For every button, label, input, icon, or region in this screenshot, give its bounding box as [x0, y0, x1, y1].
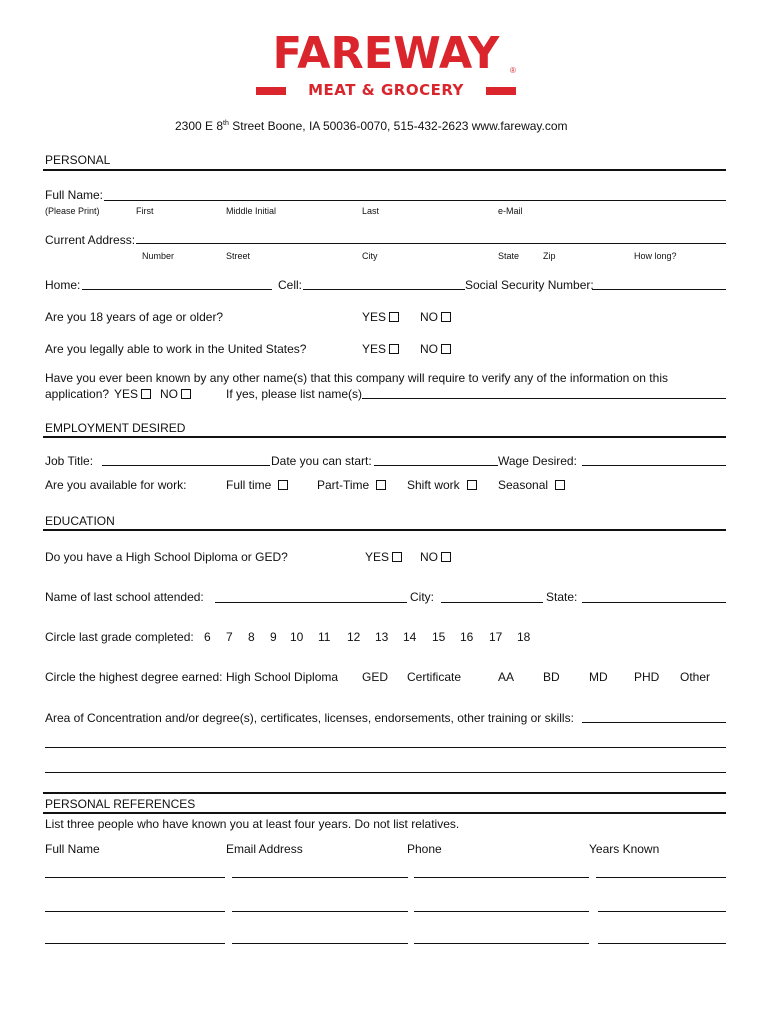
ref-email-field[interactable]	[232, 943, 408, 944]
degree-option[interactable]: MD	[589, 670, 608, 684]
school-city-label: City:	[410, 590, 434, 604]
checkbox[interactable]	[181, 389, 191, 399]
current-address-label: Current Address:	[45, 233, 136, 247]
degree-option[interactable]: GED	[362, 670, 389, 684]
checkbox[interactable]	[467, 480, 477, 490]
checkbox[interactable]	[441, 344, 451, 354]
ref-years-field[interactable]	[596, 877, 726, 878]
no-label: NO	[160, 387, 178, 401]
middle-initial-hint: Middle Initial	[226, 206, 277, 216]
age-question: Are you 18 years of age or older?	[45, 310, 224, 324]
other-names-no-option[interactable]	[160, 387, 191, 401]
checkbox[interactable]	[392, 552, 402, 562]
first-name-hint: First	[136, 206, 154, 216]
checkbox[interactable]	[441, 552, 451, 562]
job-title-label: Job Title:	[45, 454, 94, 468]
checkbox[interactable]	[389, 312, 399, 322]
logo-bar-right	[486, 87, 516, 95]
company-address	[175, 117, 568, 133]
wage-label: Wage Desired:	[498, 454, 577, 468]
ref-col-email: Email Address	[226, 842, 303, 856]
concentration-field[interactable]	[582, 722, 726, 723]
school-city-field[interactable]	[441, 602, 543, 603]
full-name-label: Full Name:	[45, 188, 104, 202]
diploma-question: Do you have a High School Diploma or GED?	[45, 550, 288, 564]
zip-hint: Zip	[543, 251, 556, 261]
ref-years-field[interactable]	[598, 911, 726, 912]
city-hint: City	[362, 251, 378, 261]
grade-option[interactable]: 6	[204, 630, 211, 644]
state-hint: State	[498, 251, 520, 261]
grade-option[interactable]: 7	[226, 630, 233, 644]
legal-no-option[interactable]	[420, 342, 451, 356]
ref-phone-field[interactable]	[414, 911, 589, 912]
age-no-option[interactable]	[420, 310, 451, 324]
concentration-field-line[interactable]	[45, 772, 726, 773]
ssn-field[interactable]	[592, 289, 726, 290]
degree-option[interactable]: AA	[498, 670, 515, 684]
last-school-label: Name of last school attended:	[45, 590, 204, 604]
degree-option[interactable]: Other	[680, 670, 711, 684]
shift-work-label: Shift work	[407, 478, 460, 492]
section-heading-references: PERSONAL REFERENCES	[45, 797, 196, 811]
grade-label: Circle last grade completed:	[45, 630, 194, 644]
last-name-hint: Last	[362, 206, 380, 216]
logo-bar-left	[256, 87, 286, 95]
home-phone-label: Home:	[45, 278, 81, 292]
grade-option[interactable]: 10	[290, 630, 304, 644]
degree-label: Circle the highest degree earned:	[45, 670, 223, 684]
age-yes-option[interactable]	[362, 310, 399, 324]
grade-option[interactable]: 11	[318, 630, 331, 644]
part-time-option[interactable]	[317, 478, 386, 492]
degree-option[interactable]: BD	[543, 670, 560, 684]
grade-option[interactable]: 14	[403, 630, 417, 644]
home-phone-field[interactable]	[82, 289, 272, 290]
concentration-label: Area of Concentration and/or degree(s), certificates, licenses, endorsements, other training or skills:	[45, 711, 574, 725]
school-state-label: State:	[546, 590, 578, 604]
ref-name-field[interactable]	[45, 943, 225, 944]
degree-option[interactable]: High School Diploma	[226, 670, 339, 684]
grade-option[interactable]: 16	[460, 630, 474, 644]
seasonal-label: Seasonal	[498, 478, 549, 492]
start-date-field[interactable]	[374, 465, 498, 466]
yes-label: YES	[362, 342, 387, 356]
checkbox[interactable]	[389, 344, 399, 354]
yes-label: YES	[114, 387, 139, 401]
grade-option[interactable]: 9	[270, 630, 277, 644]
availability-label: Are you available for work:	[45, 478, 187, 492]
please-print-hint: (Please Print)	[45, 206, 100, 216]
ref-phone-field[interactable]	[414, 877, 589, 878]
ref-email-field[interactable]	[232, 877, 408, 878]
checkbox[interactable]	[278, 480, 288, 490]
address-rest: Street Boone, IA 50036-0070, 515-432-2623 www.fareway.com	[228, 119, 568, 133]
checkbox[interactable]	[555, 480, 565, 490]
references-instructions: List three people who have known you at least four years. Do not list relatives.	[45, 817, 460, 831]
address-ordinal: th	[223, 120, 229, 127]
ref-col-years-known: Years Known	[589, 842, 660, 856]
no-label: NO	[420, 342, 438, 356]
yes-label: YES	[362, 310, 387, 324]
other-names-yes-option[interactable]	[114, 387, 151, 401]
full-time-label: Full time	[226, 478, 272, 492]
ref-col-phone: Phone	[407, 842, 442, 856]
section-rule	[43, 812, 726, 814]
section-rule	[43, 436, 726, 438]
ref-phone-field[interactable]	[414, 943, 589, 944]
grade-option[interactable]: 13	[375, 630, 389, 644]
how-long-hint: How long?	[634, 251, 677, 261]
school-state-field[interactable]	[582, 602, 726, 603]
ref-name-field[interactable]	[45, 911, 225, 912]
section-heading-employment: EMPLOYMENT DESIRED	[45, 421, 186, 435]
part-time-label: Part-Time	[317, 478, 370, 492]
street-hint: Street	[226, 251, 251, 261]
diploma-no-option[interactable]	[420, 550, 451, 564]
start-date-label: Date you can start:	[271, 454, 372, 468]
checkbox[interactable]	[441, 312, 451, 322]
degree-option[interactable]: Certificate	[407, 670, 462, 684]
other-names-question: Have you ever been known by any other name(s) that this company will require to verify any of the information on this	[45, 371, 668, 385]
job-title-field[interactable]	[102, 465, 270, 466]
no-label: NO	[420, 550, 438, 564]
section-heading-personal: PERSONAL	[45, 153, 111, 167]
yes-label: YES	[365, 550, 390, 564]
seasonal-option[interactable]	[498, 478, 565, 492]
legal-yes-option[interactable]	[362, 342, 399, 356]
checkbox[interactable]	[376, 480, 386, 490]
section-rule	[43, 792, 726, 794]
logo-registered-mark: ®	[510, 66, 516, 75]
logo-wordmark: FAREWAY	[272, 28, 500, 79]
number-hint: Number	[142, 251, 175, 261]
wage-field[interactable]	[582, 465, 726, 466]
legal-work-question: Are you legally able to work in the United States?	[45, 342, 307, 356]
ref-col-full-name: Full Name	[45, 842, 100, 856]
last-school-field[interactable]	[215, 602, 407, 603]
email-hint: e-Mail	[498, 206, 523, 216]
section-rule	[43, 169, 726, 171]
other-names-question-cont: application?	[45, 387, 110, 401]
section-rule	[43, 529, 726, 531]
grade-option[interactable]: 8	[248, 630, 255, 644]
grade-option[interactable]: 17	[489, 630, 503, 644]
full-name-field[interactable]	[104, 200, 726, 201]
logo-subtitle: MEAT & GROCERY	[308, 81, 464, 99]
other-names-field[interactable]	[362, 398, 726, 399]
full-time-option[interactable]	[226, 478, 288, 492]
grade-option[interactable]: 15	[432, 630, 446, 644]
ref-name-field[interactable]	[45, 877, 225, 878]
section-heading-education: EDUCATION	[45, 514, 115, 528]
if-yes-label: If yes, please list name(s)	[226, 387, 363, 401]
cell-phone-label: Cell:	[278, 278, 303, 292]
address-street-number: 2300 E 8	[175, 119, 224, 133]
diploma-yes-option[interactable]	[365, 550, 402, 564]
current-address-field[interactable]	[136, 243, 726, 244]
cell-phone-field[interactable]	[303, 289, 465, 290]
checkbox[interactable]	[141, 389, 151, 399]
degree-option[interactable]: PHD	[634, 670, 660, 684]
grade-option[interactable]: 18	[517, 630, 531, 644]
ssn-label: Social Security Number:	[465, 278, 594, 292]
ref-years-field[interactable]	[598, 943, 726, 944]
no-label: NO	[420, 310, 438, 324]
concentration-field-line[interactable]	[45, 747, 726, 748]
grade-option[interactable]: 12	[347, 630, 361, 644]
shift-work-option[interactable]	[407, 478, 477, 492]
ref-email-field[interactable]	[232, 911, 408, 912]
